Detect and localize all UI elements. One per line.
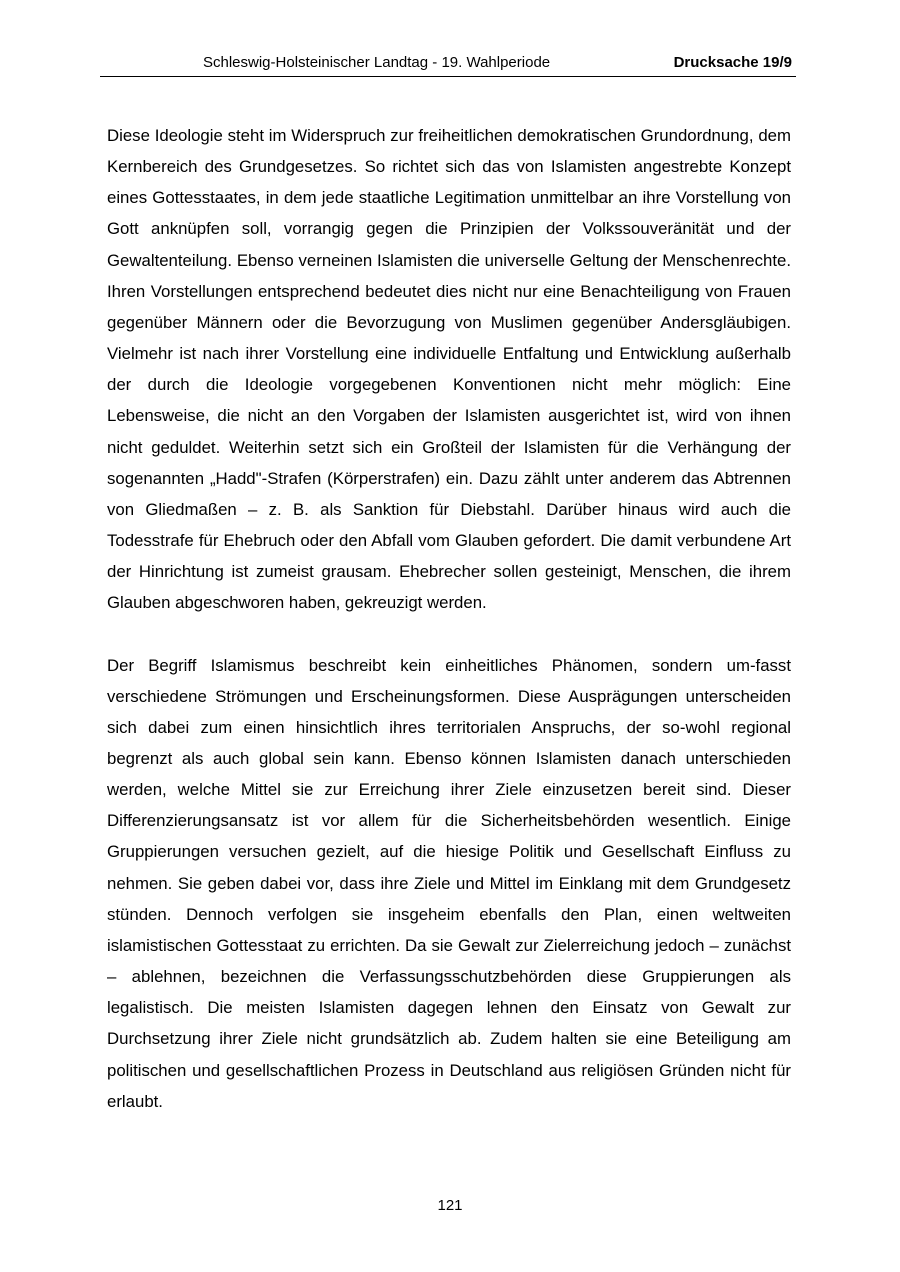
page-header (100, 50, 796, 77)
paragraph-islamism-term: Der Begriff Islamismus beschreibt kein einheitliches Phänomen, sondern um-fasst verschiedene Strömungen und Erscheinungsformen. Diese Ausprägungen unterscheiden sich dabei zum einen hinsichtlich ihres territorialen Anspruchs, der so-wohl regional begrenzt als auch global sein kann. Ebenso können Islamisten danach unterschieden werden, welche Mittel sie zur Erreichung ihrer Ziele einzusetzen bereit sind. Dieser Differenzierungsansatz ist vor allem für die Sicherheitsbehörden wesentlich. Einige Gruppierungen versuchen gezielt, auf die hiesige Politik und Gesellschaft Einfluss zu nehmen. Sie geben dabei vor, dass ihre Ziele und Mittel im Einklang mit dem Grundgesetz stünden. Dennoch verfolgen sie insgeheim ebenfalls den Plan, einen weltweiten islamistischen Gottesstaat zu errichten. Da sie Gewalt zur Zielerreichung jedoch – zunächst – ablehnen, bezeichnen die Verfassungsschutzbehörden diese Gruppierungen als legalistisch. Die meisten Islamisten dagegen lehnen den Einsatz von Gewalt zur Durchsetzung ihrer Ziele nicht grundsätzlich ab. Zudem halten sie eine Beteiligung am politischen und gesellschaftlichen Prozess in Deutschland aus religiösen Gründen nicht für erlaubt. (107, 655, 791, 1111)
document-number: Drucksache 19/9 (673, 54, 792, 71)
paragraph-ideology: Diese Ideologie steht im Widerspruch zur freiheitlichen demokratischen Grundordnung, dem Kernbereich des Grundgesetzes. So richtet sich das von Islamisten angestrebte Konzept eines Gottesstaates, in dem jede staatliche Legitimation unmittelbar an ihre Vorstellung von Gott anknüpfen soll, vorrangig gegen die Prinzipien der Volkssouveränität und der Gewaltenteilung. Ebenso verneinen Islamisten die universelle Geltung der Menschenrechte. Ihren Vorstellungen entsprechend bedeutet dies nicht nur eine Benachteiligung von Frauen gegenüber Männern oder die Bevorzugung von Muslimen gegenüber Andersgläubigen. Vielmehr ist nach ihrer Vorstellung eine individuelle Entfaltung und Entwicklung außerhalb der durch die Ideologie vorgegebenen Konventionen nicht mehr möglich: Eine Lebensweise, die nicht an den Vorgaben der Islamisten ausgerichtet ist, wird von ihnen nicht geduldet. Weiterhin setzt sich ein Großteil der Islamisten für die Verhängung der sogenannten „Hadd"-Strafen (Körperstrafen) ein. Dazu zählt unter anderem das Abtrennen von Gliedmaßen – z. B. als Sanktion für Diebstahl. Darüber hinaus wird auch die Todesstrafe für Ehebruch oder den Abfall vom Glauben gefordert. Die damit verbundene Art der Hinrichtung ist zumeist grausam. Ehebrecher sollen gesteinigt, Menschen, die ihrem Glauben abgeschworen haben, gekreuzigt werden. (107, 126, 791, 613)
header-title: Schleswig-Holsteinischer Landtag - 19. Wahlperiode (203, 54, 551, 71)
document-body (107, 120, 791, 1117)
page-number: 121 (437, 1197, 463, 1214)
